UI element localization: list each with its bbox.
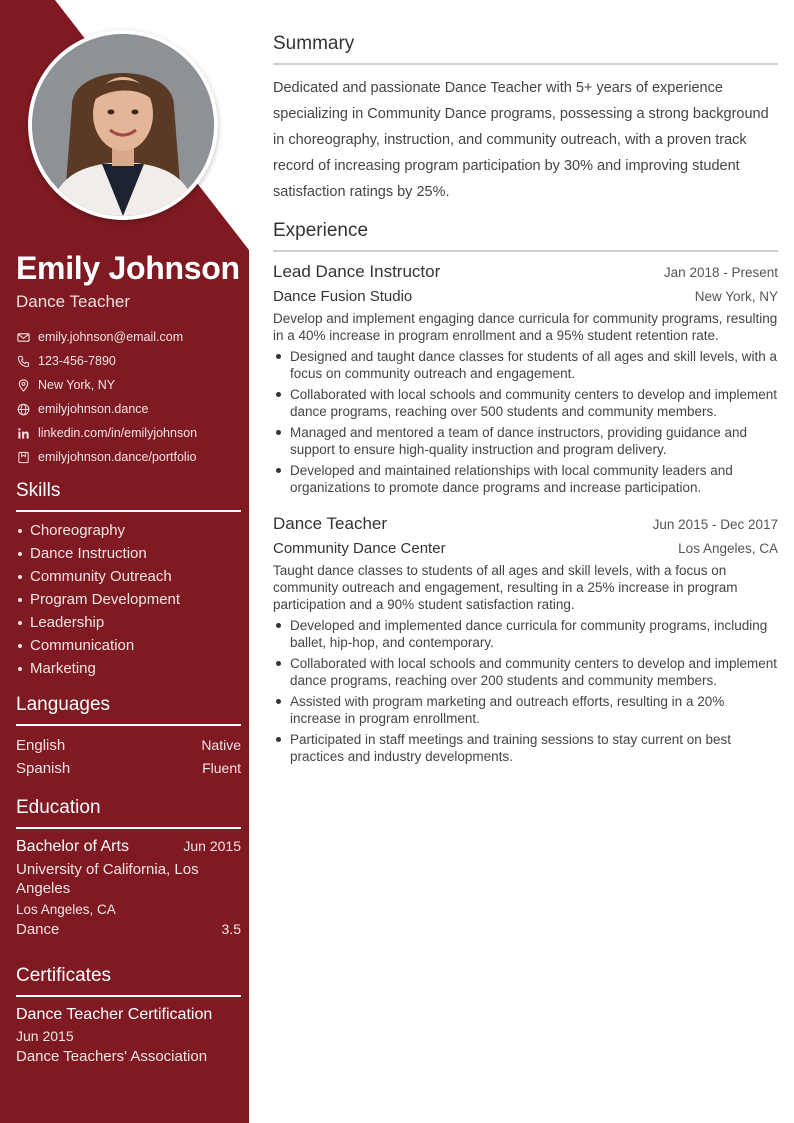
skill-item: Dance Instruction bbox=[16, 542, 241, 565]
language-name: Spanish bbox=[16, 760, 71, 777]
skill-item: Leadership bbox=[16, 611, 241, 634]
job-header bbox=[273, 262, 778, 282]
job-dates: Jan 2018 - Present bbox=[663, 265, 778, 280]
education-field-row bbox=[16, 921, 241, 938]
education-date: Jun 2015 bbox=[183, 838, 241, 854]
job-header bbox=[273, 514, 778, 534]
certificates-section bbox=[16, 965, 241, 1065]
skills-list bbox=[16, 519, 241, 680]
contact-portfolio[interactable] bbox=[16, 445, 241, 469]
skill-item: Community Outreach bbox=[16, 565, 241, 588]
certificate-org: Dance Teachers' Association bbox=[16, 1048, 208, 1065]
job-bullet: Collaborated with local schools and community centers to develop and implement dance programs, reaching over 200 students and community members. bbox=[273, 655, 778, 689]
job-location: New York, NY bbox=[694, 289, 778, 304]
portfolio-icon bbox=[16, 450, 30, 464]
job-entry bbox=[273, 514, 778, 765]
profile-photo-frame bbox=[28, 30, 218, 220]
skill-item: Program Development bbox=[16, 588, 241, 611]
education-header bbox=[16, 838, 241, 856]
contact-location bbox=[16, 373, 241, 397]
job-subheader bbox=[273, 540, 778, 557]
job-bullets bbox=[273, 617, 778, 765]
job-bullet: Designed and taught dance classes for students of all ages and skill levels, with a focus on community outreach and engagement. bbox=[273, 348, 778, 382]
globe-icon bbox=[16, 402, 30, 416]
job-bullets bbox=[273, 348, 778, 496]
skill-item: Choreography bbox=[16, 519, 241, 542]
language-level: Fluent bbox=[202, 760, 241, 776]
contact-linkedin[interactable] bbox=[16, 421, 241, 445]
job-bullet: Participated in staff meetings and training sessions to stay current on best practices and industry developments. bbox=[273, 731, 778, 765]
job-entry bbox=[273, 262, 778, 496]
phone-icon bbox=[16, 354, 30, 368]
job-description: Develop and implement engaging dance curricula for community programs, resulting in a 40% increase in program enrollment and a 95% student retention rate. bbox=[273, 311, 778, 343]
candidate-name: Emily Johnson bbox=[16, 250, 240, 286]
contact-email-text: emily.johnson@email.com bbox=[38, 330, 184, 344]
education-degree: Bachelor of Arts bbox=[16, 838, 129, 855]
job-bullet: Developed and maintained relationships with local community leaders and organizations to promote dance programs and increase participation. bbox=[273, 462, 778, 496]
education-school: University of California, Los Angeles bbox=[16, 861, 199, 897]
language-row bbox=[16, 734, 241, 757]
contact-phone[interactable] bbox=[16, 349, 241, 373]
summary-section bbox=[273, 33, 778, 205]
linkedin-icon bbox=[16, 426, 30, 440]
job-location: Los Angeles, CA bbox=[678, 541, 778, 556]
education-title: Education bbox=[16, 797, 241, 829]
contact-email[interactable] bbox=[16, 325, 241, 349]
summary-title: Summary bbox=[273, 33, 778, 65]
education-gpa: 3.5 bbox=[221, 921, 241, 937]
job-company: Community Dance Center bbox=[273, 540, 446, 557]
job-title: Lead Dance Instructor bbox=[273, 262, 441, 281]
experience-title: Experience bbox=[273, 220, 778, 252]
contact-list bbox=[16, 325, 241, 469]
languages-title: Languages bbox=[16, 694, 241, 726]
job-title: Dance Teacher bbox=[273, 514, 388, 533]
skill-item: Communication bbox=[16, 634, 241, 657]
job-bullet: Assisted with program marketing and outreach efforts, resulting in a 20% increase in program enrollment. bbox=[273, 693, 778, 727]
email-icon bbox=[16, 330, 30, 344]
job-company: Dance Fusion Studio bbox=[273, 288, 413, 305]
skills-title: Skills bbox=[16, 480, 241, 512]
profile-photo bbox=[32, 34, 214, 216]
job-bullet: Collaborated with local schools and community centers to develop and implement dance programs, reaching over 500 students and community members. bbox=[273, 386, 778, 420]
education-field: Dance bbox=[16, 921, 60, 938]
job-subheader bbox=[273, 288, 778, 305]
job-dates: Jun 2015 - Dec 2017 bbox=[652, 517, 778, 532]
education-location: Los Angeles, CA bbox=[16, 902, 116, 917]
contact-website-text: emilyjohnson.dance bbox=[38, 402, 149, 416]
language-row bbox=[16, 757, 241, 780]
experience-section bbox=[273, 220, 778, 769]
skills-section bbox=[16, 480, 241, 680]
education-section bbox=[16, 797, 241, 938]
job-bullet: Developed and implemented dance curricula for community programs, including ballet, hip-hop, and contemporary. bbox=[273, 617, 778, 651]
location-pin-icon bbox=[16, 378, 30, 392]
candidate-title: Dance Teacher bbox=[16, 292, 131, 311]
summary-text: Dedicated and passionate Dance Teacher with 5+ years of experience specializing in Community Dance programs, possessing a strong background in choreography, instruction, and community outreach, with a proven track record of increasing program participation by 30% and improving student satisfaction ratings by 25%. bbox=[273, 80, 769, 200]
contact-location-text: New York, NY bbox=[38, 378, 116, 392]
languages-section bbox=[16, 694, 241, 780]
certificates-title: Certificates bbox=[16, 965, 241, 997]
certificate-date: Jun 2015 bbox=[16, 1028, 74, 1044]
contact-phone-text: 123-456-7890 bbox=[38, 354, 116, 368]
language-name: English bbox=[16, 737, 66, 754]
job-bullet: Managed and mentored a team of dance instructors, providing guidance and support to ensure high-quality instruction and program delivery. bbox=[273, 424, 778, 458]
language-level: Native bbox=[201, 737, 241, 753]
contact-linkedin-text: linkedin.com/in/emilyjohnson bbox=[38, 426, 198, 440]
job-description: Taught dance classes to students of all ages and skill levels, with a focus on community outreach and engagement, resulting in a 25% increase in program participation and a 90% student satisfaction rating. bbox=[273, 563, 738, 612]
skill-item: Marketing bbox=[16, 657, 241, 680]
contact-portfolio-text: emilyjohnson.dance/portfolio bbox=[38, 450, 197, 464]
contact-website[interactable] bbox=[16, 397, 241, 421]
certificate-name: Dance Teacher Certification bbox=[16, 1006, 213, 1023]
